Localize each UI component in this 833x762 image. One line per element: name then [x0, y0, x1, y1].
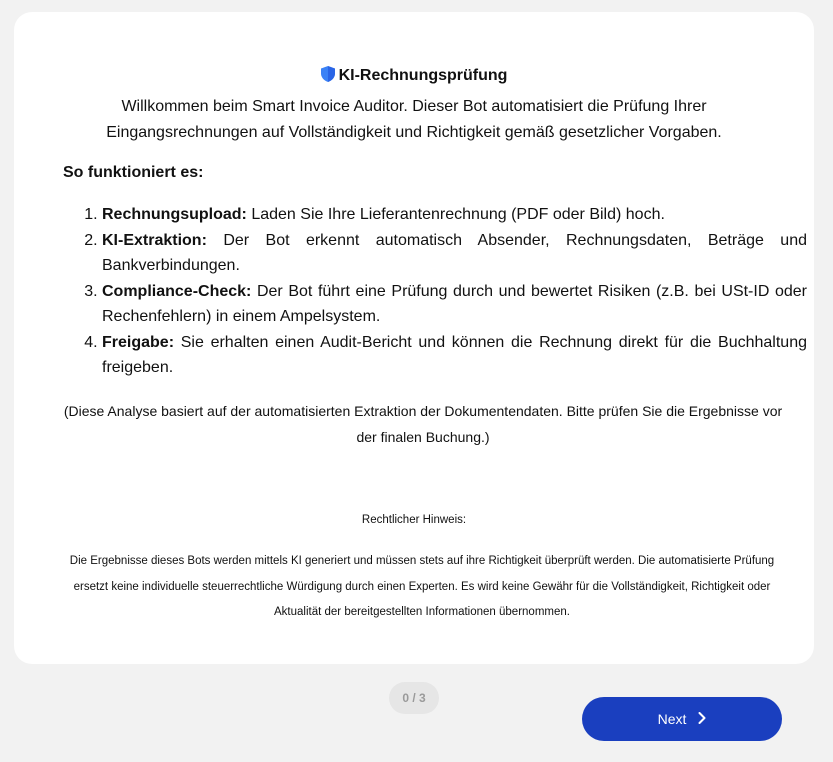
- list-item: [102, 202, 807, 228]
- page-indicator: 0 / 3: [389, 682, 439, 714]
- card-title-text: KI-Rechnungsprüfung: [338, 67, 508, 84]
- steps-list: [77, 202, 807, 381]
- step-label: Compliance-Check:: [102, 282, 252, 300]
- step-label: KI-Extraktion:: [102, 231, 207, 249]
- legal-title: Rechtlicher Hinweis:: [361, 514, 467, 526]
- step-text: Sie erhalten einen Audit-Bericht und können die Rechnung direkt für die Buchhaltung freigeben.: [102, 333, 807, 376]
- list-item: [102, 279, 807, 330]
- step-label: Rechnungsupload:: [102, 206, 247, 223]
- chevron-right-icon: [698, 711, 706, 727]
- step-text: Der Bot führt eine Prüfung durch und bewertet Risiken (z.B. bei USt-ID oder Rechenfehlern) in einem Ampelsystem.: [102, 282, 807, 325]
- shield-icon: [321, 66, 335, 89]
- list-item: [102, 228, 807, 279]
- step-label: Freigabe:: [102, 333, 175, 351]
- onboarding-card: [14, 12, 814, 664]
- step-text: Der Bot erkennt automatisch Absender, Rechnungsdaten, Beträge und Bankverbindungen.: [102, 231, 807, 274]
- card-title: [14, 65, 814, 89]
- legal-text: Die Ergebnisse dieses Bots werden mittels KI generiert und müssen stets auf ihre Richtigkeit überprüft werden. Die automatisierte Prüfung ersetzt keine individuelle steuerrechtliche Würdigung durch einen Experten. Es wird keine Gewähr für die Vollständigkeit, Richtigkeit oder Aktualität der bereitgestellten Informationen übernommen.: [69, 555, 775, 618]
- list-item: [102, 330, 807, 381]
- intro-text: Willkommen beim Smart Invoice Auditor. Dieser Bot automatisiert die Prüfung Ihrer Eingangsrechnungen auf Vollständigkeit und Richtigkeit gemäß gesetzlicher Vorgaben.: [106, 98, 722, 141]
- analysis-note: (Diese Analyse basiert auf der automatisierten Extraktion der Dokumentendaten. Bitte prüfen Sie die Ergebnisse vor der finalen Buchung.): [63, 403, 783, 445]
- howto-heading: So funktioniert es:: [63, 164, 204, 181]
- next-button[interactable]: [582, 697, 782, 741]
- step-text: Laden Sie Ihre Lieferantenrechnung (PDF oder Bild) hoch.: [246, 206, 665, 223]
- next-button-label: Next: [657, 711, 687, 727]
